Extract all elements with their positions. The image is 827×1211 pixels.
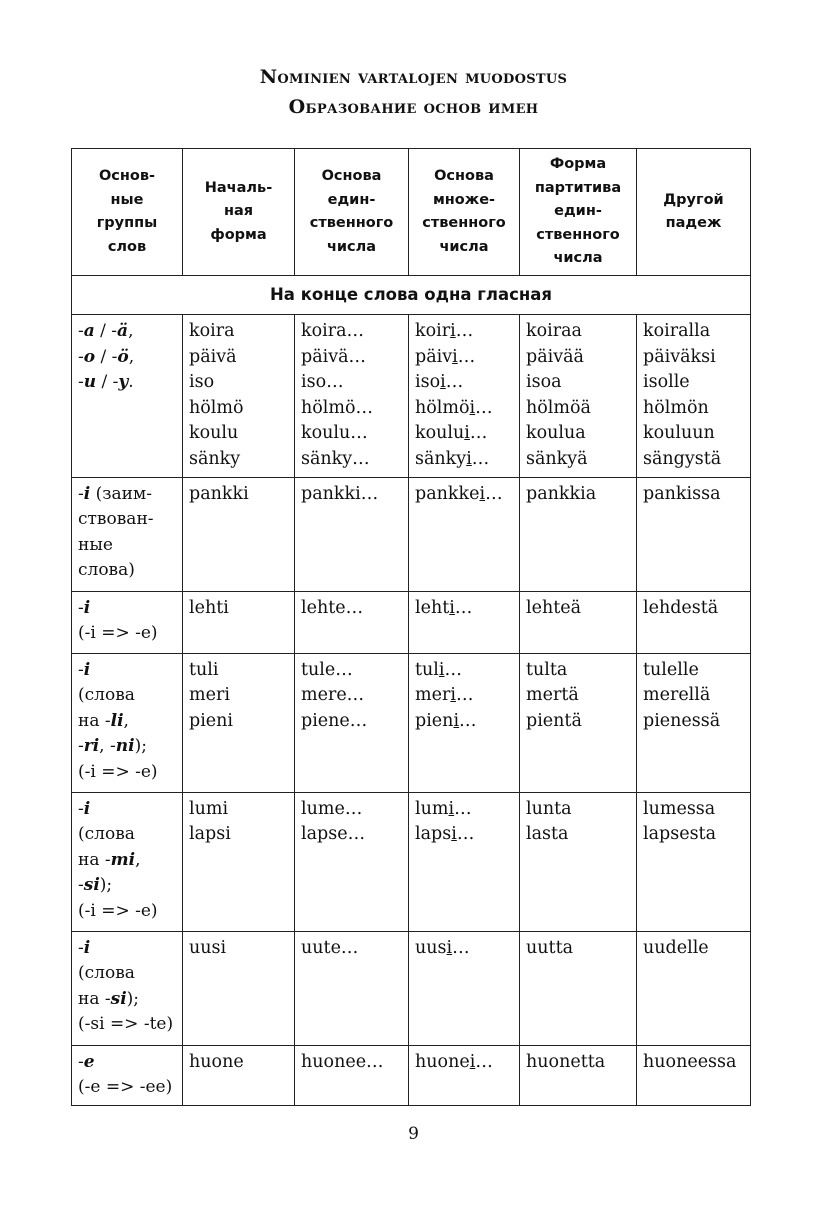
header-line: партитива xyxy=(534,179,622,196)
text-segment: на - xyxy=(78,710,111,731)
stem-vowel-marker: i xyxy=(469,1051,476,1072)
text-segment: (слова xyxy=(78,685,135,706)
ending-marker: i xyxy=(83,659,91,680)
cell-other-case xyxy=(637,653,751,792)
cell-line: pankkia xyxy=(526,483,597,504)
page-number: 9 xyxy=(408,1124,419,1144)
cell-group xyxy=(72,653,183,792)
text-segment: koir xyxy=(415,321,451,341)
page-title-finnish: Nominien vartalojen muodostus xyxy=(259,66,568,88)
ending-marker: i xyxy=(83,597,91,618)
cell-initial xyxy=(183,792,295,931)
cell-line: iso… xyxy=(301,372,344,393)
ending-marker: ni xyxy=(115,736,135,757)
ending-marker: li xyxy=(110,710,124,731)
text-segment: pankke xyxy=(415,483,480,504)
stem-vowel-marker: i xyxy=(451,824,457,845)
cell-line: koiralla xyxy=(643,321,711,341)
header-line: падеж xyxy=(665,215,722,231)
cell-initial xyxy=(183,477,295,591)
cell-line: päivää xyxy=(526,346,584,367)
cell-line: uudelle xyxy=(643,937,709,958)
cell-partitive xyxy=(520,931,637,1045)
text-segment: (-i => -e) xyxy=(78,761,158,782)
cell-initial xyxy=(183,1045,295,1105)
text-segment: - xyxy=(78,346,84,367)
table-row xyxy=(72,792,751,931)
text-segment: - xyxy=(78,875,84,896)
cell-initial xyxy=(183,591,295,653)
cell-pl-stem xyxy=(409,477,520,591)
cell-line: huonetta xyxy=(526,1051,606,1072)
cell-line: huonee… xyxy=(301,1051,384,1072)
text-segment: … xyxy=(469,423,488,444)
cell-line: lapsi xyxy=(189,824,231,845)
cell-line: koira… xyxy=(301,321,365,341)
cell-line: tulelle xyxy=(643,659,699,680)
header-initial xyxy=(183,149,295,276)
text-segment: ); xyxy=(134,736,147,757)
stem-vowel-marker: i xyxy=(466,448,472,469)
cell-initial xyxy=(183,653,295,792)
stem-vowel-marker: i xyxy=(450,685,456,706)
cell-sg-stem xyxy=(295,792,409,931)
text-segment: … xyxy=(454,798,472,819)
cell-line xyxy=(78,899,182,925)
header-line: Основа xyxy=(434,168,494,184)
ending-marker: i xyxy=(83,798,91,819)
cell-line: merellä xyxy=(643,685,711,706)
ending-marker: o xyxy=(83,346,96,367)
ending-marker: y xyxy=(118,372,129,393)
header-line: Основа xyxy=(321,168,382,184)
cell-line: lehte… xyxy=(301,597,364,618)
cell-line xyxy=(78,987,182,1013)
header-sg-stem xyxy=(295,149,409,276)
cell-partitive xyxy=(520,315,637,478)
header-other-case xyxy=(637,149,751,276)
cell-line: koulua xyxy=(526,423,586,444)
cell-line: koiraa xyxy=(526,321,582,341)
cell-group xyxy=(72,315,183,478)
stem-vowel-marker: i xyxy=(452,346,458,367)
cell-line xyxy=(78,797,182,823)
cell-line: uusi xyxy=(189,937,227,958)
text-segment: … xyxy=(471,448,490,469)
noun-stem-table xyxy=(71,148,751,1106)
cell-line xyxy=(78,482,182,508)
cell-sg-stem xyxy=(295,653,409,792)
cell-pl-stem xyxy=(409,931,520,1045)
cell-partitive xyxy=(520,1045,637,1105)
header-line: ная xyxy=(223,203,254,220)
header-line: числа xyxy=(439,238,489,255)
cell-other-case xyxy=(637,315,751,478)
cell-line: isoa xyxy=(526,372,562,393)
cell-pl-stem xyxy=(409,591,520,653)
text-segment: , xyxy=(123,710,129,731)
text-segment: , xyxy=(128,321,134,341)
table-row xyxy=(72,477,751,591)
cell-line: päivä… xyxy=(301,346,367,367)
cell-line: päiväksi xyxy=(643,346,716,367)
stem-vowel-marker: i xyxy=(449,597,455,618)
cell-line: lehteä xyxy=(526,597,582,618)
ending-marker: i xyxy=(83,937,91,958)
stem-vowel-marker: i xyxy=(448,798,455,819)
cell-line xyxy=(415,319,519,345)
cell-line: sänkyä xyxy=(526,448,588,469)
cell-line xyxy=(78,734,182,760)
cell-initial xyxy=(183,315,295,478)
cell-line xyxy=(78,658,182,684)
cell-line: iso xyxy=(189,372,215,393)
cell-line: piene… xyxy=(301,710,368,731)
ending-marker: u xyxy=(83,372,97,393)
page-title-russian: Образование основ имен xyxy=(288,96,539,118)
cell-line xyxy=(415,1050,519,1076)
cell-line xyxy=(415,683,519,709)
text-segment: ); xyxy=(126,988,140,1009)
cell-line: lehti xyxy=(189,597,229,618)
header-line: числа xyxy=(553,250,603,267)
stem-vowel-marker: i xyxy=(464,423,470,444)
text-segment: слова) xyxy=(78,560,135,581)
header-line: Началь- xyxy=(204,179,273,196)
cell-line: lume… xyxy=(301,798,363,819)
cell-group xyxy=(72,931,183,1045)
cell-line: hölmön xyxy=(643,397,709,418)
text-segment: … xyxy=(445,372,464,393)
text-segment: (слова xyxy=(78,824,135,845)
table-row xyxy=(72,315,751,478)
stem-vowel-marker: i xyxy=(450,321,456,341)
cell-line xyxy=(78,961,182,987)
header-line: ственного xyxy=(309,215,394,231)
text-segment: leht xyxy=(415,597,450,618)
cell-line xyxy=(78,683,182,709)
text-segment: iso xyxy=(415,372,441,393)
cell-line xyxy=(415,345,519,371)
text-segment: (-i => -e) xyxy=(78,623,158,644)
text-segment: - xyxy=(78,937,84,958)
text-segment: … xyxy=(452,937,470,958)
cell-line: pieni xyxy=(189,710,234,731)
text-segment: pien xyxy=(415,710,454,731)
cell-partitive xyxy=(520,477,637,591)
text-segment: … xyxy=(459,710,477,731)
cell-line: hölmö xyxy=(189,397,244,418)
text-segment: … xyxy=(485,483,503,504)
cell-partitive xyxy=(520,792,637,931)
cell-partitive xyxy=(520,653,637,792)
cell-line xyxy=(415,822,519,848)
text-segment: - xyxy=(78,597,84,618)
cell-line xyxy=(78,822,182,848)
cell-line xyxy=(415,447,519,473)
cell-other-case xyxy=(637,477,751,591)
cell-line: lasta xyxy=(526,824,569,845)
ending-marker: si xyxy=(83,875,100,896)
cell-line: lehdestä xyxy=(643,597,719,618)
cell-line: uute… xyxy=(301,937,359,958)
stem-vowel-marker: i xyxy=(438,659,445,680)
header-line: един- xyxy=(554,203,602,220)
ending-marker: ri xyxy=(83,736,100,757)
cell-line: päivä xyxy=(189,346,237,367)
cell-line: pientä xyxy=(526,710,582,731)
text-segment: . xyxy=(128,372,134,393)
header-line: числа xyxy=(326,238,377,255)
table-row xyxy=(72,591,751,653)
cell-line: isolle xyxy=(643,372,690,393)
cell-line xyxy=(415,482,519,508)
cell-line xyxy=(415,370,519,396)
cell-line: kouluun xyxy=(643,423,715,444)
cell-pl-stem xyxy=(409,315,520,478)
text-segment: (заим- xyxy=(90,483,152,504)
cell-group xyxy=(72,591,183,653)
table-row xyxy=(72,653,751,792)
text-segment: - xyxy=(78,321,84,341)
header-line: форма xyxy=(210,226,267,243)
cell-pl-stem xyxy=(409,653,520,792)
cell-sg-stem xyxy=(295,1045,409,1105)
text-segment: laps xyxy=(415,824,452,845)
cell-line: sänky xyxy=(189,448,241,469)
text-segment: (слова xyxy=(78,963,135,984)
header-line: ственного xyxy=(422,215,506,231)
cell-line: huoneessa xyxy=(643,1051,737,1072)
text-segment: - xyxy=(78,1051,84,1072)
cell-line: lapse… xyxy=(301,824,366,845)
stem-vowel-marker: i xyxy=(446,937,453,958)
cell-line xyxy=(415,421,519,447)
cell-line xyxy=(78,507,182,533)
cell-group xyxy=(72,477,183,591)
cell-line: lumi xyxy=(189,798,229,819)
text-segment: , xyxy=(135,849,141,870)
cell-partitive xyxy=(520,591,637,653)
stem-vowel-marker: i xyxy=(440,372,446,393)
text-segment: … xyxy=(454,597,473,618)
cell-line xyxy=(78,319,182,345)
cell-sg-stem xyxy=(295,315,409,478)
cell-other-case xyxy=(637,591,751,653)
header-partitive xyxy=(520,149,637,276)
ending-marker: ä xyxy=(117,321,129,341)
cell-line: pankki… xyxy=(301,483,379,504)
stem-vowel-marker: i xyxy=(469,397,476,418)
cell-line: tulta xyxy=(526,659,568,680)
cell-pl-stem xyxy=(409,792,520,931)
cell-line: pienessä xyxy=(643,710,721,731)
text-segment: huone xyxy=(415,1051,470,1072)
stem-vowel-marker: i xyxy=(453,710,460,731)
text-segment: … xyxy=(455,685,474,706)
header-pl-stem xyxy=(409,149,520,276)
cell-line: meri xyxy=(189,685,230,706)
ending-marker: ö xyxy=(117,346,129,367)
cell-line xyxy=(415,797,519,823)
cell-line: koira xyxy=(189,321,235,341)
cell-sg-stem xyxy=(295,477,409,591)
text-segment: - xyxy=(78,798,84,819)
text-segment: , xyxy=(128,346,135,367)
cell-line xyxy=(78,558,182,584)
cell-group xyxy=(72,792,183,931)
cell-initial xyxy=(183,931,295,1045)
cell-line: hölmöä xyxy=(526,397,591,418)
cell-line xyxy=(78,1050,182,1076)
text-segment: … xyxy=(457,346,476,367)
cell-line: uutta xyxy=(526,937,574,958)
header-line: Основ- xyxy=(98,168,156,184)
text-segment: - xyxy=(78,483,84,504)
text-segment: ные xyxy=(78,534,113,555)
cell-sg-stem xyxy=(295,931,409,1045)
text-segment: uus xyxy=(415,937,447,958)
cell-line: mere… xyxy=(301,685,365,706)
section-heading: На конце слова одна гласная xyxy=(72,276,751,315)
cell-line: huone xyxy=(189,1051,244,1072)
text-segment: sänky xyxy=(415,448,467,469)
cell-line xyxy=(78,533,182,559)
cell-line: sänky… xyxy=(301,448,370,469)
cell-other-case xyxy=(637,931,751,1045)
header-line: Форма xyxy=(549,156,607,173)
cell-other-case xyxy=(637,792,751,931)
text-segment: на - xyxy=(78,849,111,870)
text-segment: päiv xyxy=(415,346,453,367)
header-line: слов xyxy=(107,238,147,255)
cell-line xyxy=(78,848,182,874)
table-row xyxy=(72,1045,751,1105)
cell-line xyxy=(415,596,519,622)
header-line: Другой xyxy=(663,191,724,208)
header-line: множе- xyxy=(432,191,496,208)
cell-line xyxy=(78,1075,182,1101)
text-segment: ); xyxy=(99,875,113,896)
text-segment: (-i => -e) xyxy=(78,900,158,921)
stem-vowel-marker: i xyxy=(479,483,486,504)
ending-marker: si xyxy=(110,988,127,1009)
cell-line xyxy=(78,760,182,786)
cell-line xyxy=(415,709,519,735)
cell-line xyxy=(415,936,519,962)
text-segment: … xyxy=(475,1051,493,1072)
text-segment: … xyxy=(444,659,463,680)
text-segment: (-si => -te) xyxy=(78,1014,174,1035)
cell-line: pankki xyxy=(189,483,249,504)
text-segment: (-e => -ee) xyxy=(78,1077,173,1098)
text-segment: - xyxy=(78,736,84,757)
text-segment: ствован- xyxy=(78,509,154,530)
table-row xyxy=(72,931,751,1045)
cell-line xyxy=(78,873,182,899)
cell-pl-stem xyxy=(409,1045,520,1105)
cell-line xyxy=(78,370,182,396)
text-segment: / - xyxy=(94,321,118,341)
table-header-row xyxy=(72,149,751,276)
header-line: ные xyxy=(110,191,144,208)
cell-line xyxy=(78,1012,182,1038)
cell-line: lunta xyxy=(526,798,572,819)
header-group xyxy=(72,149,183,276)
cell-group xyxy=(72,1045,183,1105)
cell-line: lumessa xyxy=(643,798,716,819)
cell-line: mertä xyxy=(526,685,579,706)
text-segment: - xyxy=(78,659,84,680)
cell-line xyxy=(415,658,519,684)
text-segment: / - xyxy=(96,372,119,393)
ending-marker: a xyxy=(83,321,95,341)
cell-line: tuli xyxy=(189,659,219,680)
header-line: един- xyxy=(327,191,376,208)
text-segment: hölmö xyxy=(415,397,470,418)
cell-line: pankissa xyxy=(643,483,721,504)
ending-marker: e xyxy=(83,1051,95,1072)
cell-other-case xyxy=(637,1045,751,1105)
cell-line xyxy=(78,345,182,371)
header-line: группы xyxy=(96,215,158,231)
text-segment: … xyxy=(455,321,474,341)
cell-line: koulu xyxy=(189,423,239,444)
cell-line xyxy=(78,596,182,622)
cell-line: tule… xyxy=(301,659,353,680)
cell-sg-stem xyxy=(295,591,409,653)
text-segment: … xyxy=(475,397,493,418)
text-segment: на - xyxy=(78,988,111,1009)
cell-line: koulu… xyxy=(301,423,368,444)
cell-line xyxy=(415,396,519,422)
cell-line: sängystä xyxy=(643,448,722,469)
section-heading-row xyxy=(72,276,751,315)
cell-line: lapsesta xyxy=(643,824,717,845)
header-line: ственного xyxy=(536,226,620,243)
text-segment: … xyxy=(456,824,475,845)
text-segment: , - xyxy=(99,736,116,757)
text-segment: koulu xyxy=(415,423,465,444)
ending-marker: i xyxy=(83,483,91,504)
cell-line xyxy=(78,936,182,962)
text-segment: lum xyxy=(415,798,449,819)
text-segment: tul xyxy=(415,659,439,680)
text-segment: / - xyxy=(95,346,118,367)
cell-line: hölmö… xyxy=(301,397,374,418)
text-segment: - xyxy=(78,372,84,393)
ending-marker: mi xyxy=(110,849,136,870)
text-segment: mer xyxy=(415,685,451,706)
cell-line xyxy=(78,621,182,647)
cell-line xyxy=(78,709,182,735)
